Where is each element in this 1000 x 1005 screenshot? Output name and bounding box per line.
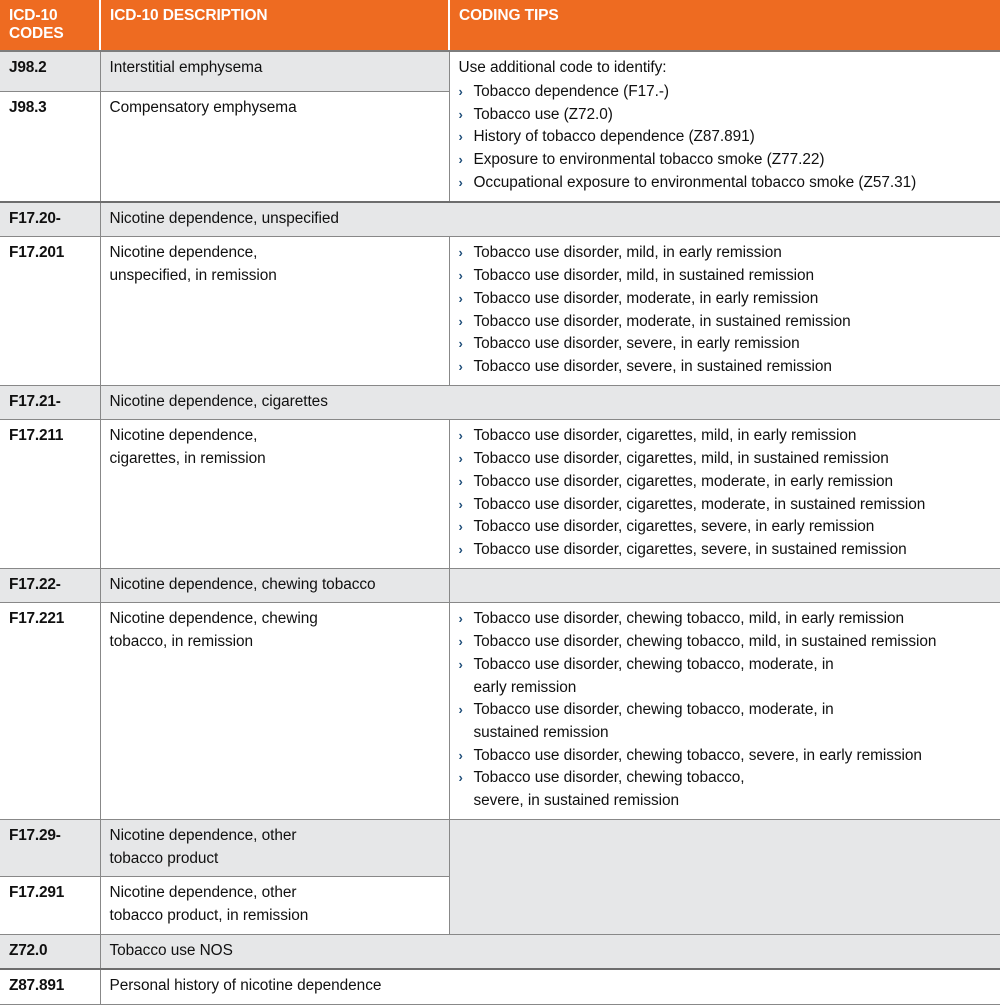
row-description-line2: cigarettes, in remission bbox=[109, 450, 266, 468]
list-item-label: Tobacco use disorder, chewing tobacco, moderate, in bbox=[473, 701, 834, 719]
row-code: F17.221 bbox=[0, 603, 100, 819]
list-item bbox=[459, 608, 992, 631]
row-code: Z72.0 bbox=[0, 934, 100, 969]
chevron-right-icon: › bbox=[458, 428, 463, 444]
list-item bbox=[459, 767, 992, 812]
list-item-label: Tobacco use disorder, chewing tobacco, bbox=[473, 769, 745, 787]
coding-tips-lead: Use additional code to identify: bbox=[458, 59, 667, 77]
table-row-f1721 bbox=[0, 385, 1000, 420]
list-item-label: Occupational exposure to environmental tobacco smoke (Z57.31) bbox=[473, 173, 917, 191]
row-description bbox=[100, 819, 449, 876]
list-item-label: History of tobacco dependence (Z87.891) bbox=[473, 128, 755, 146]
row-description bbox=[100, 877, 449, 934]
row-code: J98.3 bbox=[0, 92, 100, 202]
list-item bbox=[459, 333, 992, 356]
row-code: J98.2 bbox=[0, 51, 100, 91]
list-item bbox=[459, 149, 992, 172]
chevron-right-icon: › bbox=[458, 129, 463, 145]
list-item bbox=[459, 631, 992, 654]
row-code: F17.20- bbox=[0, 202, 100, 237]
row-code: Z87.891 bbox=[0, 969, 100, 1004]
row-description-line2: tobacco product, in remission bbox=[109, 907, 309, 925]
row-description-line2: unspecified, in remission bbox=[109, 267, 277, 285]
chevron-right-icon: › bbox=[458, 106, 463, 122]
list-item-label: Tobacco use disorder, severe, in sustained remission bbox=[473, 357, 832, 375]
list-item-label: Tobacco use disorder, severe, in early remission bbox=[473, 335, 800, 353]
chevron-right-icon: › bbox=[458, 174, 463, 190]
table-row-f1720 bbox=[0, 202, 1000, 237]
table-row-f17201 bbox=[0, 237, 1000, 385]
list-item bbox=[459, 356, 992, 379]
list-item-label-cont: sustained remission bbox=[473, 724, 609, 741]
chevron-right-icon: › bbox=[458, 290, 463, 306]
row-description-line1: Nicotine dependence, bbox=[109, 244, 258, 262]
row-description: Compensatory emphysema bbox=[100, 92, 449, 202]
list-item bbox=[459, 471, 992, 494]
row-description-line2: tobacco, in remission bbox=[109, 633, 254, 651]
list-item-label: Exposure to environmental tobacco smoke (Z77.22) bbox=[473, 151, 825, 169]
list-item-label: Tobacco use (Z72.0) bbox=[473, 105, 613, 123]
column-header-coding-tips: CODING TIPS bbox=[449, 0, 1000, 51]
list-item-label-cont: severe, in sustained remission bbox=[473, 792, 680, 810]
row-coding-tips-empty bbox=[449, 568, 1000, 603]
list-item-label-cont: early remission bbox=[473, 678, 577, 696]
chevron-right-icon: › bbox=[458, 336, 463, 352]
coding-tips-list bbox=[459, 81, 992, 195]
table-row-f1729 bbox=[0, 819, 1000, 876]
list-item-label: Tobacco use disorder, cigarettes, mild, in sustained remission bbox=[473, 450, 889, 468]
list-item bbox=[459, 494, 992, 517]
table-row-z87891 bbox=[0, 969, 1000, 1004]
chevron-right-icon: › bbox=[458, 634, 463, 650]
list-item-label: Tobacco use disorder, cigarettes, severe, in sustained remission bbox=[473, 540, 907, 558]
row-description-line1: Nicotine dependence, other bbox=[109, 884, 297, 902]
table-row-f17221 bbox=[0, 603, 1000, 819]
table-row-z720 bbox=[0, 934, 1000, 969]
row-description bbox=[100, 603, 449, 819]
chevron-right-icon: › bbox=[458, 496, 463, 512]
row-description bbox=[100, 237, 449, 385]
table-row-f17211 bbox=[0, 420, 1000, 568]
row-code: F17.211 bbox=[0, 420, 100, 568]
column-header-icd10-codes: ICD-10 CODES bbox=[0, 0, 100, 51]
chevron-right-icon: › bbox=[458, 702, 463, 718]
header-row bbox=[0, 0, 1000, 51]
list-item bbox=[459, 288, 992, 311]
chevron-right-icon: › bbox=[458, 152, 463, 168]
list-item-label: Tobacco use disorder, cigarettes, moderate, in early remission bbox=[473, 472, 893, 490]
chevron-right-icon: › bbox=[458, 245, 463, 261]
table-row-f1722 bbox=[0, 568, 1000, 603]
list-item bbox=[459, 265, 992, 288]
table-row-j982 bbox=[0, 51, 1000, 91]
row-description: Personal history of nicotine dependence bbox=[100, 969, 1000, 1004]
row-description: Interstitial emphysema bbox=[100, 51, 449, 91]
row-description: Nicotine dependence, unspecified bbox=[100, 202, 1000, 237]
row-description: Nicotine dependence, cigarettes bbox=[100, 385, 1000, 420]
row-coding-tips bbox=[449, 603, 1000, 819]
chevron-right-icon: › bbox=[458, 84, 463, 100]
list-item-label: Tobacco use disorder, chewing tobacco, mild, in sustained remission bbox=[473, 633, 937, 651]
row-description-line1: Nicotine dependence, bbox=[109, 427, 258, 445]
list-item-label: Tobacco use disorder, mild, in sustained remission bbox=[473, 267, 815, 285]
chevron-right-icon: › bbox=[458, 656, 463, 672]
row-description bbox=[100, 420, 449, 568]
row-description-line1: Nicotine dependence, chewing bbox=[109, 610, 318, 628]
chevron-right-icon: › bbox=[458, 770, 463, 786]
list-item-label: Tobacco use disorder, moderate, in early remission bbox=[473, 289, 819, 307]
row-description: Tobacco use NOS bbox=[100, 934, 1000, 969]
table-header bbox=[0, 0, 1000, 51]
list-item bbox=[459, 126, 992, 149]
chevron-right-icon: › bbox=[458, 313, 463, 329]
list-item-label: Tobacco use disorder, mild, in early remission bbox=[473, 244, 782, 262]
list-item-label: Tobacco use disorder, chewing tobacco, severe, in early remission bbox=[473, 746, 922, 764]
list-item-label: Tobacco use disorder, cigarettes, mild, in early remission bbox=[473, 427, 857, 445]
coding-tips-list bbox=[459, 242, 992, 378]
chevron-right-icon: › bbox=[458, 747, 463, 763]
list-item-label: Tobacco use disorder, chewing tobacco, mild, in early remission bbox=[473, 610, 905, 628]
chevron-right-icon: › bbox=[458, 358, 463, 374]
row-code: F17.21- bbox=[0, 385, 100, 420]
row-code: F17.22- bbox=[0, 568, 100, 603]
list-item bbox=[459, 81, 992, 104]
coding-tips-list bbox=[459, 425, 992, 561]
chevron-right-icon: › bbox=[458, 473, 463, 489]
list-item bbox=[459, 311, 992, 334]
list-item-label: Tobacco use disorder, cigarettes, severe, in early remission bbox=[473, 518, 875, 536]
list-item bbox=[459, 104, 992, 127]
row-code: F17.29- bbox=[0, 819, 100, 876]
list-item bbox=[459, 745, 992, 768]
row-code: F17.291 bbox=[0, 877, 100, 934]
chevron-right-icon: › bbox=[458, 519, 463, 535]
list-item bbox=[459, 172, 992, 195]
list-item bbox=[459, 425, 992, 448]
list-item-label: Tobacco use disorder, cigarettes, moderate, in sustained remission bbox=[473, 495, 926, 513]
chevron-right-icon: › bbox=[458, 451, 463, 467]
list-item-label: Tobacco use disorder, moderate, in sustained remission bbox=[473, 312, 851, 330]
row-coding-tips-empty bbox=[449, 819, 1000, 934]
list-item bbox=[459, 654, 992, 699]
row-code: F17.201 bbox=[0, 237, 100, 385]
row-coding-tips bbox=[449, 420, 1000, 568]
list-item bbox=[459, 699, 992, 744]
list-item bbox=[459, 539, 992, 562]
row-description: Nicotine dependence, chewing tobacco bbox=[100, 568, 449, 603]
table-body bbox=[0, 51, 1000, 1004]
row-coding-tips bbox=[449, 237, 1000, 385]
list-item-label: Tobacco dependence (F17.-) bbox=[473, 83, 669, 101]
chevron-right-icon: › bbox=[458, 611, 463, 627]
list-item-label: Tobacco use disorder, chewing tobacco, moderate, in bbox=[473, 655, 834, 673]
chevron-right-icon: › bbox=[458, 268, 463, 284]
list-item bbox=[459, 242, 992, 265]
chevron-right-icon: › bbox=[458, 541, 463, 557]
row-coding-tips bbox=[449, 51, 1000, 201]
row-description-line2: tobacco product bbox=[109, 849, 219, 867]
column-header-icd10-description: ICD-10 DESCRIPTION bbox=[100, 0, 449, 51]
list-item bbox=[459, 448, 992, 471]
row-description-line1: Nicotine dependence, other bbox=[109, 826, 297, 844]
coding-tips-list bbox=[459, 608, 992, 812]
list-item bbox=[459, 516, 992, 539]
